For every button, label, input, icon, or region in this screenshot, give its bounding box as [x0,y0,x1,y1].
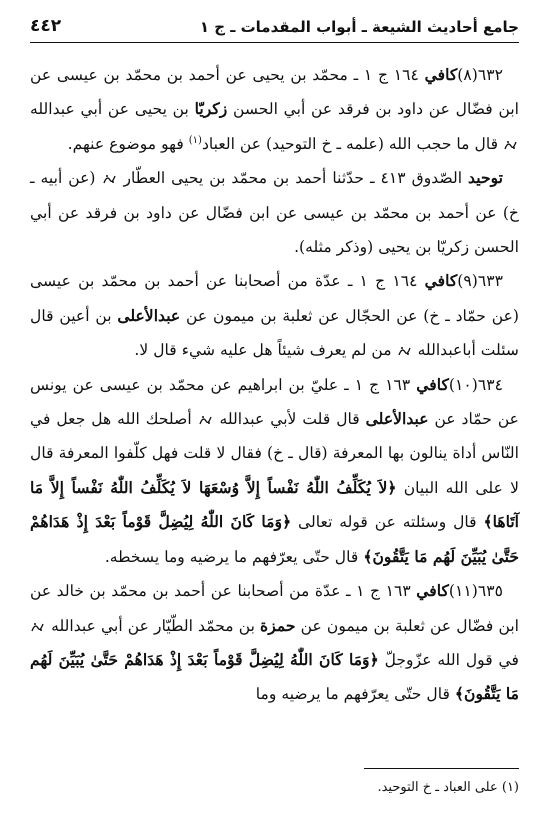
hadith-text: قال حتّى يعرّفهم ما يرضيه وما يسخطه. [104,547,359,566]
narrator-name: حمزة [260,615,296,635]
footnote-reference[interactable]: (١) [188,134,202,146]
hadith-text: ١٦٣ ج ١ ـ عليّ بن ابراهيم عن محمّد بن عيسى عن يونس عن حمّاد عن [30,375,519,429]
hadith-text: بن أعين قال سئلت أباعبدالله [30,306,519,360]
hadith-text: الصّدوق ٤١٣ ـ حدّثنا أحمد بن محمّد بن يحيى العطّار [123,169,463,188]
hadith-paragraph [30,368,519,574]
hadith-number: ٦٣٥(١١) [448,582,503,601]
hadith-text: فهو موضوع عنهم. [67,134,184,153]
hadith-number: ٦٣٤(١٠) [448,375,503,394]
hadith-text: بن يحيى عن أبي عبدالله [30,100,189,119]
source-name: كافي [424,271,458,291]
narrator-name: عبدالأعلى [117,305,181,325]
hadith-text: في قول الله عزّوجلّ [384,650,519,669]
source-name: كافي [416,581,449,601]
hadith-text: (عن أبيه ـ خ) عن أحمد بن محمّد بن عيسى عن ابن فضّال عن داود بن فرقد عن أبي الحسن زكريّا بن يحيى (وذكر مثله). [30,169,519,257]
hadith-paragraph [30,574,519,712]
hadith-paragraph [30,161,519,264]
hadith-text: قال وسئلته عن قوله تعالى [298,513,477,532]
narrator-name: عبدالأعلى [365,409,429,429]
footnote-rule [364,768,519,769]
hadith-text: ١٦٣ ج ١ ـ عدّة من أصحابنا عن أحمد بن محمّد بن خالد عن ابن فضّال عن ثعلبة بن ميمون عن [30,582,520,635]
salutation-ligature-icon [30,620,46,634]
hadith-number: ٦٣٣(٩) [457,272,503,291]
hadith-paragraph [30,264,519,367]
quran-verse: ﴿لاَ يُكَلِّفُ اللّٰهُ نَفْساً إِلاَّ وُسْعَهَا لاَ يُكَلِّفُ اللّٰهُ نَفْساً إِلاَّ مَا آتَاهَا﴾ [30,477,519,532]
source-name: توحيد [468,168,503,188]
salutation-ligature-icon [102,172,118,186]
hadith-text: من لم يعرف شيئاً هل عليه شيء قال لا. [134,341,392,360]
quran-verse: ﴿وَمَا كَانَ اللّٰهُ لِيُضِلَّ قَوْماً بَعْدَ إِذْ هَدَاهُمْ حَتَّىٰ يُبَيِّنَ لَهُم مَا يَتَّقُونَ﴾ [30,649,519,704]
hadith-text: قال قلت لأبي عبدالله [219,410,360,429]
header-rule [30,42,519,43]
page-body [30,58,519,712]
hadith-text: قال حتّى يعرّفهم ما يرضيه وما [255,685,450,704]
hadith-text: ١٦٤ ج ١ ـ محمّد بن يحيى عن أحمد بن محمّد بن عيسى عن ابن فضّال عن داود بن فرقد عن أبي الحسن [30,66,519,119]
salutation-ligature-icon [397,344,413,358]
hadith-number: ٦٣٢(٨) [457,66,503,84]
running-title: جامع أحاديث الشيعة ـ أبواب المقدمات ـ ج ١ [199,18,519,36]
footnote: (١) على العباد ـ خ التوحيد. [377,780,519,795]
hadith-text: ١٦٤ ج ١ ـ عدّة من أصحابنا عن أحمد بن محمّد بن عيسى (عن حمّاد ـ خ) عن الحجّال عن ثعلبة بن ميمون عن [30,272,519,325]
page-header [30,12,519,36]
salutation-ligature-icon [503,138,519,152]
source-name: كافي [424,65,458,84]
hadith-text: بن محمّد الطّيّار عن أبي عبدالله [51,616,255,635]
salutation-ligature-icon [198,413,214,427]
page-number: ٤٤٢ [30,16,62,36]
source-name: كافي [416,374,449,394]
hadith-text: قال ما حجب الله (علمه ـ خ التوحيد) عن العباد [201,134,499,153]
hadith-paragraph [30,58,519,161]
quran-verse: ﴿وَمَا كَانَ اللّٰهُ لِيُضِلَّ قَوْماً بَعْدَ إِذْ هَدَاهُمْ حَتَّىٰ يُبَيِّنَ لَهُم مَا يَتَّقُونَ﴾ [30,512,519,566]
narrator-name: زكريّا [194,99,228,119]
hadith-text: أصلحك الله هل جعل في النّاس أداة ينالون بها المعرفة (قال ـ خ) فقال لا قلت فهل كلّفوا المعرفة قال لا على الله البيان [30,410,519,497]
